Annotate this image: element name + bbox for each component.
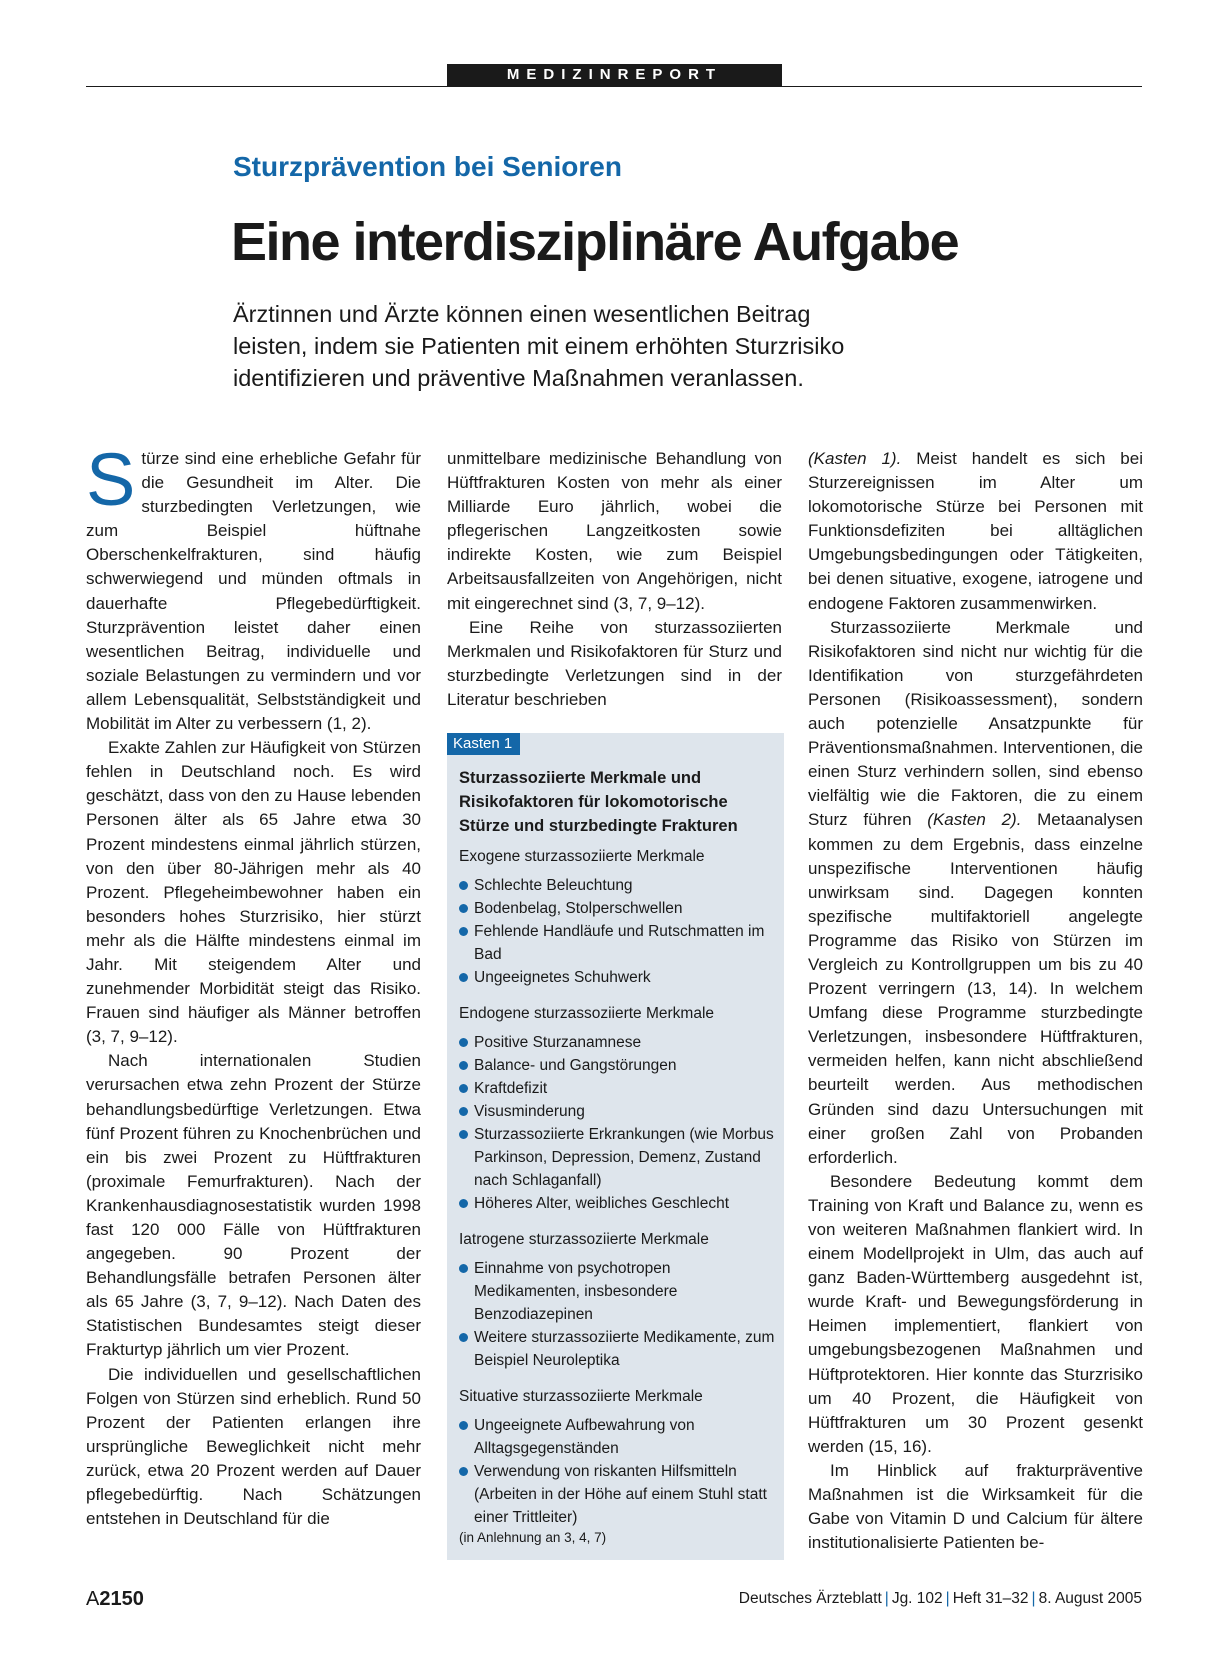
paragraph: Nach internationalen Studien verursachen etwa zehn Prozent der Stürze behandlungsbedürftige Verletzungen. Etwa fünf Prozent führen zu Knochenbrüchen und ein bis zwei Prozent zu Hüftfrakturen (proximale Femurfrakturen). Nach der Krankenhausdiagnosestatistik wurden 1998 fast 120 000 Fälle von Hüftfrakturen angegeben. 90 Prozent der Behandlungsfälle betrafen Personen älter als 65 Jahre (3, 7, 9–12). Nach Daten des Statistischen Bundesamtes steigt dieser Frakturtyp jährlich um vier Prozent. (86, 1051, 421, 1360)
list-item: Fehlende Handläufe und Rutschmatten im Bad (459, 920, 777, 966)
bullet-icon (459, 1199, 468, 1208)
list-item: Höheres Alter, weibliches Geschlecht (459, 1192, 777, 1215)
factor-group (459, 1228, 777, 1372)
header-rule (86, 86, 1142, 87)
paragraph (86, 438, 421, 736)
factor-group-heading: Situative sturzassoziierte Merkmale (459, 1388, 703, 1405)
list-item: Weitere sturzassoziierte Medikamente, zum Beispiel Neuroleptika (459, 1326, 777, 1372)
issue: Heft 31–32 (952, 1590, 1029, 1607)
paragraph: Eine Reihe von sturzassoziierten Merkmalen und Risikofaktoren für Sturz und sturzbedingte Verletzungen sind in der Literatur beschrieben (447, 617, 782, 709)
column-3 (808, 447, 1143, 1555)
lead (233, 298, 953, 394)
paragraph: Exakte Zahlen zur Häufigkeit von Stürzen fehlen in Deutschland noch. Es wird geschätzt, dass von den zu Hause lebenden Personen älter als 65 Jahre etwa 30 Prozent mindestens einmal jährlich stürzen, von den über 80-Jährigen mehr als 40 Prozent. Pflegeheimbewohner haben ein besonders hohes Sturzrisiko, hier stürzt mehr als die Hälfte mindestens einmal im Jahr. Mit steigendem Alter und zunehmender Morbidität steigt das Risiko. Frauen sind häufiger als Männer betroffen (3, 7, 9–12). (86, 738, 421, 1047)
volume: Jg. 102 (891, 1590, 943, 1607)
list-item: Balance- und Gangstörungen (459, 1054, 777, 1077)
page-number: A2150 (86, 1588, 144, 1610)
bullet-icon (459, 904, 468, 913)
list-item: Schlechte Beleuchtung (459, 874, 777, 897)
bullet-icon (459, 1333, 468, 1342)
kicker: Sturzprävention bei Senioren (233, 151, 622, 182)
bullet-icon (459, 1061, 468, 1070)
list-item: Ungeeignete Aufbewahrung von Alltagsgegenständen (459, 1414, 777, 1460)
publication-info (739, 1590, 1142, 1608)
paragraph: Sturzassoziierte Merkmale und Risikofaktoren sind nicht nur wichtig für die Identifikation von sturzgefährdeten Personen (Risikoassessment), sondern auch potenzielle Ansatzpunkte für Präventionsmaßnahmen. Interventionen, die einen Sturz verhindern sollen, sind ebenso vielfältig wie die Faktoren, die zu einem Sturz führen (Kasten 2). Metaanalysen kommen zu dem Ergebnis, dass einzelne unspezifische Interventionen häufig unwirksam sind. Dagegen konnten spezifische multifaktoriell angelegte Programme das Risiko von Stürzen im Vergleich zu Kontrollgruppen um bis zu 40 Prozent verringern (13, 14). In welchem Umfang diese Programme sturzbedingte Verletzungen, insbesondere Hüftfrakturen, vermeiden helfen, kann nicht abschließend beurteilt werden. Aus methodischen Gründen sind dazu Untersuchungen mit einer großen Zahl von Probanden erforderlich. (808, 617, 1143, 1167)
list-item: Ungeeignetes Schuhwerk (459, 966, 777, 989)
bullet-icon (459, 1130, 468, 1139)
info-box-title: Sturzassoziierte Merkmale und Risikofaktoren für lokomotorische Stürze und sturzbedingte Frakturen (459, 769, 738, 835)
separator: | (884, 1590, 889, 1607)
factor-group-heading: Endogene sturzassoziierte Merkmale (459, 1005, 715, 1022)
journal-name: Deutsches Ärzteblatt (738, 1590, 882, 1607)
info-box-tab: Kasten 1 (447, 733, 520, 755)
section-label: MEDIZINREPORT (447, 64, 782, 86)
lead-line: leisten, indem sie Patienten mit einem erhöhten Sturzrisiko (233, 333, 845, 359)
paragraph: Im Hinblick auf frakturpräventive Maßnahmen ist die Wirksamkeit für die Gabe von Vitamin D und Calcium für ältere institutionalisierte Patienten be- (808, 1460, 1143, 1553)
lead-line: identifizieren und präventive Maßnahmen veranlassen. (233, 365, 804, 391)
separator: | (945, 1590, 950, 1607)
list-item: Visusminderung (459, 1100, 777, 1123)
drop-cap: S (86, 438, 136, 521)
bullet-icon (459, 1421, 468, 1430)
box-reference: (Kasten 1). (808, 449, 902, 468)
column-1 (86, 438, 421, 1531)
factor-group-heading: Exogene sturzassoziierte Merkmale (459, 848, 705, 865)
factor-group (459, 845, 777, 989)
bullet-icon (459, 1264, 468, 1273)
issue-date: 8. August 2005 (1038, 1590, 1142, 1607)
bullet-icon (459, 1107, 468, 1116)
factor-group-heading: Iatrogene sturzassoziierte Merkmale (459, 1231, 709, 1248)
paragraph: (Kasten 1). Meist handelt es sich bei Sturzereignissen im Alter um lokomotorische Stürze bei Personen mit Funktionsdefiziten bei alltäglichen Umgebungsbedingungen oder Tätigkeiten, bei denen situative, exogene, iatrogene und endogene Faktoren zusammenwirken. (808, 449, 1143, 613)
factor-group (459, 1002, 777, 1215)
separator: | (1031, 1590, 1036, 1607)
list-item: Bodenbelag, Stolperschwellen (459, 897, 777, 920)
paragraph: Die individuellen und gesellschaftlichen Folgen von Stürzen sind erheblich. Rund 50 Prozent der Patienten erlangen ihre ursprüngliche Beweglichkeit nicht mehr zurück, etwa 20 Prozent werden auf Dauer pflegebedürftig. Nach Schätzungen entstehen in Deutschland für die (86, 1364, 421, 1529)
bullet-icon (459, 881, 468, 890)
info-box (447, 733, 784, 1560)
info-box-body (459, 845, 777, 1542)
bullet-icon (459, 1084, 468, 1093)
list-item: Sturzassoziierte Erkrankungen (wie Morbus Parkinson, Depression, Demenz, Zustand nach Schlaganfall) (459, 1123, 777, 1192)
bullet-icon (459, 1467, 468, 1476)
headline: Eine interdisziplinäre Aufgabe (231, 212, 959, 272)
lead-line: Ärztinnen und Ärzte können einen wesentlichen Beitrag (233, 301, 811, 327)
bullet-icon (459, 1038, 468, 1047)
column-2 (447, 447, 782, 712)
paragraph: Besondere Bedeutung kommt dem Training von Kraft und Balance zu, wenn es von weiteren Maßnahmen flankiert wird. In einem Modellprojekt in Ulm, das auch auf ganz Baden-Württemberg ausgedehnt ist, wurde Kraft- und Bewegungsförderung in Heimen implementiert, flankiert von umgebungsbezogenen Maßnahmen und Hüftprotektoren. Hier konnte das Sturzrisiko um 40 Prozent, die Häufigkeit von Hüftfrakturen um 30 Prozent gesenkt werden (15, 16). (808, 1171, 1143, 1456)
info-box-source-note: (in Anlehnung an 3, 4, 7) (459, 1530, 607, 1545)
list-item: Positive Sturzanamnese (459, 1031, 777, 1054)
list-item: Einnahme von psychotropen Medikamenten, insbesondere Benzodiazepinen (459, 1257, 777, 1326)
bullet-icon (459, 973, 468, 982)
list-item: Verwendung von riskanten Hilfsmitteln (Arbeiten in der Höhe auf einem Stuhl statt einer Trittleiter) (459, 1460, 777, 1529)
paragraph-text: türze sind eine erhebliche Gefahr für die Gesundheit im Alter. Die sturzbedingten Verletzungen, wie zum Beispiel hüftnahe Oberschenkelfrakturen, sind häufig schwerwiegend und münden oftmals in dauerhafte Pflegebedürftigkeit. Sturzprävention leistet daher einen wesentlichen Beitrag, individuelle und soziale Belastungen zu vermindern und vor allem Lebensqualität, Selbstständigkeit und Mobilität im Alter zu verbessern (1, 2). (86, 449, 421, 734)
bullet-icon (459, 927, 468, 936)
paragraph: unmittelbare medizinische Behandlung von Hüftfrakturen Kosten von mehr als einer Milliarde Euro jährlich, wobei die pflegerischen Langzeitkosten sowie indirekte Kosten, wie zum Beispiel Arbeitsausfallzeiten von Angehörigen, nicht mit eingerechnet sind (3, 7, 9–12). (447, 449, 782, 613)
box-reference: (Kasten 2). (927, 810, 1022, 830)
list-item: Kraftdefizit (459, 1077, 777, 1100)
factor-group (459, 1385, 777, 1529)
